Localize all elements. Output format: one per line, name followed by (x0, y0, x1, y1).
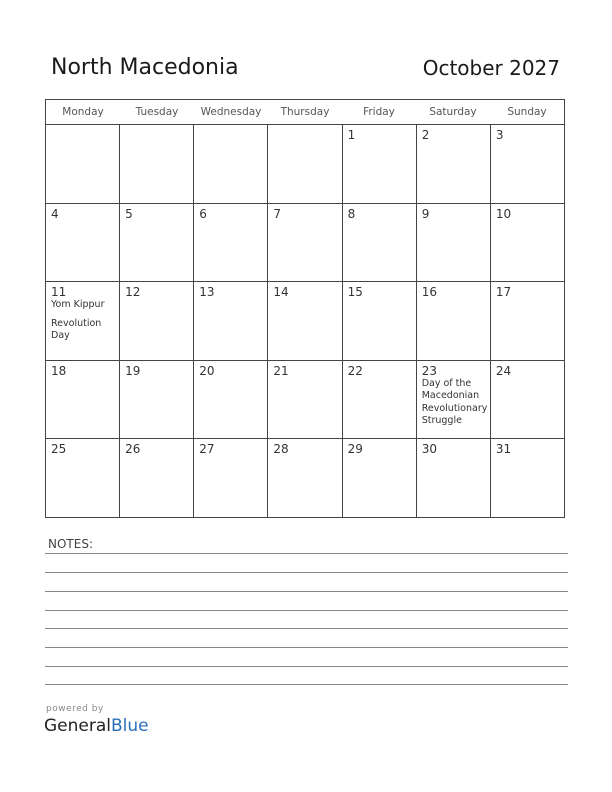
day-cell (417, 204, 491, 282)
day-cell (343, 361, 417, 439)
day-number: 15 (347, 285, 363, 299)
note-line (45, 628, 568, 629)
day-cell (120, 125, 194, 203)
day-number: 21 (273, 363, 289, 378)
month-year-title: October 2027 (422, 56, 560, 80)
note-line (45, 647, 568, 648)
day-cell (120, 361, 194, 439)
day-cell (46, 439, 120, 517)
weekday-friday: Friday (363, 106, 395, 118)
day-cell (194, 361, 268, 439)
day-cell (268, 361, 342, 439)
weekday-monday: Monday (62, 106, 104, 118)
day-number: 22 (347, 363, 363, 378)
day-cell (194, 204, 268, 282)
day-number: 24 (495, 363, 512, 378)
day-number: 14 (273, 285, 289, 299)
day-number: 17 (495, 285, 512, 299)
weekday-saturday: Saturday (429, 106, 477, 118)
day-number: 4 (51, 206, 59, 221)
weekday-sunday: Sunday (507, 106, 547, 118)
day-cell (343, 439, 417, 517)
day-cell (417, 282, 491, 360)
day-number: 16 (421, 285, 437, 299)
day-cell (491, 439, 564, 517)
day-cell (194, 282, 268, 360)
day-cell (343, 282, 417, 360)
note-line (45, 572, 568, 573)
day-cell (417, 125, 491, 203)
weekday-header-row (46, 100, 564, 125)
day-cell (46, 361, 120, 439)
day-number: 8 (347, 206, 356, 221)
week-row (46, 204, 564, 283)
note-line (45, 684, 568, 685)
week-row (46, 361, 564, 440)
country-title: North Macedonia (51, 55, 239, 80)
week-row (46, 125, 564, 204)
day-cell (343, 204, 417, 282)
day-cell (194, 439, 268, 517)
day-number: 20 (199, 363, 215, 378)
brand-logo (44, 716, 149, 736)
day-number: 1 (347, 128, 356, 142)
holiday-label: Revolution Day (51, 317, 102, 341)
day-number: 7 (273, 206, 282, 221)
day-number: 18 (51, 363, 67, 378)
day-number: 10 (495, 206, 512, 221)
note-line (45, 610, 568, 611)
note-line (45, 666, 568, 667)
day-number: 9 (421, 206, 430, 221)
note-line (45, 591, 568, 592)
day-number: 5 (125, 206, 133, 221)
day-number: 23 (421, 363, 437, 378)
day-cell (417, 439, 491, 517)
calendar-grid (45, 99, 565, 518)
notes-label: NOTES: (48, 537, 93, 551)
day-cell (491, 282, 564, 360)
brand-general: General (44, 716, 111, 736)
brand-blue: Blue (111, 716, 149, 736)
day-number: 31 (495, 442, 512, 456)
day-cell (120, 204, 194, 282)
day-cell (268, 282, 342, 360)
day-number: 28 (273, 442, 289, 456)
day-number: 3 (495, 128, 504, 142)
day-number: 13 (199, 285, 215, 299)
day-number: 29 (347, 442, 363, 456)
day-number: 11 (51, 285, 67, 299)
weekday-wednesday: Wednesday (200, 106, 262, 118)
week-row (46, 282, 564, 361)
day-number: 12 (125, 285, 141, 299)
day-cell (268, 204, 342, 282)
day-cell (46, 282, 120, 360)
day-number: 27 (199, 442, 215, 456)
weekday-tuesday: Tuesday (135, 106, 179, 118)
holiday-label: Day of the Macedonian Revolutionary Struggle (421, 377, 488, 426)
day-cell (491, 125, 564, 203)
note-line (45, 553, 568, 554)
day-number: 19 (125, 363, 141, 378)
day-cell (417, 361, 491, 439)
calendar-weeks (46, 125, 564, 517)
weekday-thursday: Thursday (280, 106, 330, 118)
day-cell (343, 125, 417, 203)
day-cell (268, 439, 342, 517)
powered-by-text: powered by (46, 704, 104, 714)
day-cell (491, 361, 564, 439)
day-cell (120, 282, 194, 360)
day-number: 30 (421, 442, 437, 456)
day-number: 6 (199, 206, 207, 221)
day-number: 26 (125, 442, 141, 456)
day-number: 2 (421, 128, 430, 142)
day-cell (491, 204, 564, 282)
week-row (46, 439, 564, 517)
day-cell (46, 125, 120, 203)
day-cell (268, 125, 342, 203)
holiday-label: Yom Kippur (51, 299, 105, 310)
day-cell (46, 204, 120, 282)
day-number: 25 (51, 442, 67, 456)
day-cell (194, 125, 268, 203)
day-cell (120, 439, 194, 517)
